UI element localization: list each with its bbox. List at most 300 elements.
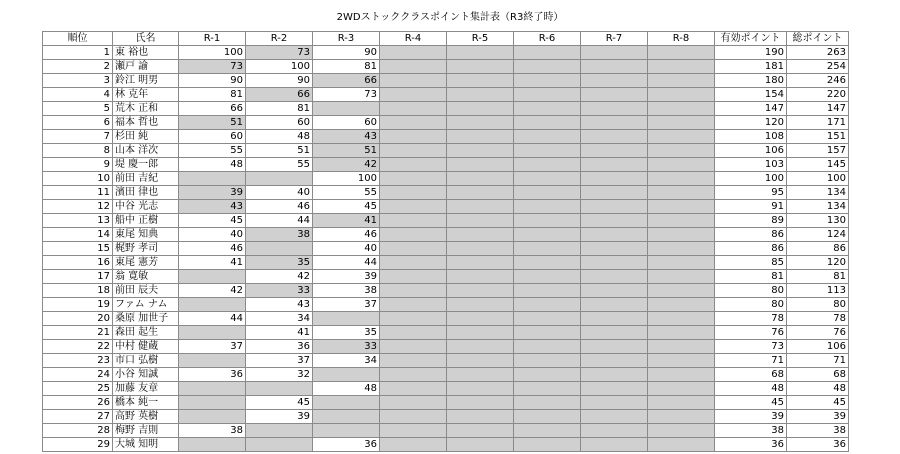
driver-name-cell[interactable]: 堤 慶一郎: [113, 158, 179, 172]
driver-name-cell[interactable]: 橋本 純一: [113, 396, 179, 410]
round-2-cell[interactable]: 35: [246, 256, 313, 270]
driver-name-cell[interactable]: 瀬戸 諭: [113, 60, 179, 74]
header-r5[interactable]: R-5: [447, 32, 514, 46]
round-2-cell[interactable]: 46: [246, 200, 313, 214]
round-7-cell[interactable]: [581, 60, 648, 74]
round-3-cell[interactable]: 55: [313, 186, 380, 200]
total-points-cell[interactable]: 246: [787, 74, 849, 88]
round-5-cell[interactable]: [447, 242, 514, 256]
round-6-cell[interactable]: [514, 340, 581, 354]
round-1-cell[interactable]: [179, 382, 246, 396]
round-5-cell[interactable]: [447, 130, 514, 144]
rank-cell[interactable]: 16: [43, 256, 113, 270]
round-7-cell[interactable]: [581, 228, 648, 242]
rank-cell[interactable]: 27: [43, 410, 113, 424]
total-points-cell[interactable]: 113: [787, 284, 849, 298]
round-1-cell[interactable]: 43: [179, 200, 246, 214]
valid-points-cell[interactable]: 73: [715, 340, 787, 354]
header-r7[interactable]: R-7: [581, 32, 648, 46]
total-points-cell[interactable]: 81: [787, 270, 849, 284]
total-points-cell[interactable]: 106: [787, 340, 849, 354]
round-8-cell[interactable]: [648, 88, 715, 102]
round-8-cell[interactable]: [648, 340, 715, 354]
round-3-cell[interactable]: 41: [313, 214, 380, 228]
round-1-cell[interactable]: 51: [179, 116, 246, 130]
round-3-cell[interactable]: 73: [313, 88, 380, 102]
valid-points-cell[interactable]: 85: [715, 256, 787, 270]
round-6-cell[interactable]: [514, 256, 581, 270]
round-5-cell[interactable]: [447, 354, 514, 368]
round-1-cell[interactable]: 55: [179, 144, 246, 158]
round-4-cell[interactable]: [380, 284, 447, 298]
round-6-cell[interactable]: [514, 382, 581, 396]
round-8-cell[interactable]: [648, 424, 715, 438]
rank-cell[interactable]: 25: [43, 382, 113, 396]
round-3-cell[interactable]: 60: [313, 116, 380, 130]
driver-name-cell[interactable]: 福本 哲也: [113, 116, 179, 130]
round-6-cell[interactable]: [514, 312, 581, 326]
round-7-cell[interactable]: [581, 382, 648, 396]
round-2-cell[interactable]: [246, 382, 313, 396]
rank-cell[interactable]: 4: [43, 88, 113, 102]
round-8-cell[interactable]: [648, 116, 715, 130]
round-6-cell[interactable]: [514, 284, 581, 298]
round-8-cell[interactable]: [648, 368, 715, 382]
round-1-cell[interactable]: [179, 172, 246, 186]
round-3-cell[interactable]: 100: [313, 172, 380, 186]
driver-name-cell[interactable]: 中村 健蔵: [113, 340, 179, 354]
rank-cell[interactable]: 6: [43, 116, 113, 130]
valid-points-cell[interactable]: 154: [715, 88, 787, 102]
header-r1[interactable]: R-1: [179, 32, 246, 46]
round-4-cell[interactable]: [380, 130, 447, 144]
round-5-cell[interactable]: [447, 284, 514, 298]
round-1-cell[interactable]: [179, 396, 246, 410]
round-4-cell[interactable]: [380, 74, 447, 88]
valid-points-cell[interactable]: 71: [715, 354, 787, 368]
total-points-cell[interactable]: 120: [787, 256, 849, 270]
rank-cell[interactable]: 20: [43, 312, 113, 326]
valid-points-cell[interactable]: 120: [715, 116, 787, 130]
round-3-cell[interactable]: 46: [313, 228, 380, 242]
round-1-cell[interactable]: [179, 326, 246, 340]
round-8-cell[interactable]: [648, 74, 715, 88]
round-3-cell[interactable]: 39: [313, 270, 380, 284]
total-points-cell[interactable]: 157: [787, 144, 849, 158]
round-8-cell[interactable]: [648, 228, 715, 242]
total-points-cell[interactable]: 124: [787, 228, 849, 242]
round-4-cell[interactable]: [380, 172, 447, 186]
round-3-cell[interactable]: [313, 410, 380, 424]
round-6-cell[interactable]: [514, 116, 581, 130]
round-6-cell[interactable]: [514, 172, 581, 186]
round-5-cell[interactable]: [447, 368, 514, 382]
round-2-cell[interactable]: 43: [246, 298, 313, 312]
round-7-cell[interactable]: [581, 284, 648, 298]
round-1-cell[interactable]: 48: [179, 158, 246, 172]
round-4-cell[interactable]: [380, 410, 447, 424]
valid-points-cell[interactable]: 100: [715, 172, 787, 186]
round-4-cell[interactable]: [380, 382, 447, 396]
rank-cell[interactable]: 7: [43, 130, 113, 144]
round-1-cell[interactable]: 38: [179, 424, 246, 438]
header-rank[interactable]: 順位: [43, 32, 113, 46]
rank-cell[interactable]: 3: [43, 74, 113, 88]
round-7-cell[interactable]: [581, 326, 648, 340]
round-2-cell[interactable]: 44: [246, 214, 313, 228]
round-6-cell[interactable]: [514, 200, 581, 214]
rank-cell[interactable]: 2: [43, 60, 113, 74]
round-1-cell[interactable]: 40: [179, 228, 246, 242]
driver-name-cell[interactable]: 高野 英樹: [113, 410, 179, 424]
rank-cell[interactable]: 13: [43, 214, 113, 228]
driver-name-cell[interactable]: 翁 寛敏: [113, 270, 179, 284]
driver-name-cell[interactable]: 山本 洋次: [113, 144, 179, 158]
round-6-cell[interactable]: [514, 228, 581, 242]
round-3-cell[interactable]: 34: [313, 354, 380, 368]
round-4-cell[interactable]: [380, 424, 447, 438]
round-3-cell[interactable]: 48: [313, 382, 380, 396]
driver-name-cell[interactable]: 船中 正樹: [113, 214, 179, 228]
round-6-cell[interactable]: [514, 354, 581, 368]
round-8-cell[interactable]: [648, 242, 715, 256]
round-8-cell[interactable]: [648, 298, 715, 312]
round-1-cell[interactable]: 100: [179, 46, 246, 60]
round-8-cell[interactable]: [648, 284, 715, 298]
total-points-cell[interactable]: 134: [787, 186, 849, 200]
round-2-cell[interactable]: 55: [246, 158, 313, 172]
driver-name-cell[interactable]: 中谷 光志: [113, 200, 179, 214]
driver-name-cell[interactable]: 東尾 憲芳: [113, 256, 179, 270]
total-points-cell[interactable]: 38: [787, 424, 849, 438]
round-6-cell[interactable]: [514, 158, 581, 172]
round-1-cell[interactable]: 81: [179, 88, 246, 102]
valid-points-cell[interactable]: 181: [715, 60, 787, 74]
round-1-cell[interactable]: 46: [179, 242, 246, 256]
round-4-cell[interactable]: [380, 256, 447, 270]
round-7-cell[interactable]: [581, 46, 648, 60]
driver-name-cell[interactable]: 桑原 加世子: [113, 312, 179, 326]
valid-points-cell[interactable]: 89: [715, 214, 787, 228]
round-4-cell[interactable]: [380, 200, 447, 214]
total-points-cell[interactable]: 145: [787, 158, 849, 172]
driver-name-cell[interactable]: 前田 吉紀: [113, 172, 179, 186]
round-2-cell[interactable]: 51: [246, 144, 313, 158]
rank-cell[interactable]: 19: [43, 298, 113, 312]
round-7-cell[interactable]: [581, 186, 648, 200]
round-3-cell[interactable]: 66: [313, 74, 380, 88]
round-2-cell[interactable]: 34: [246, 312, 313, 326]
round-5-cell[interactable]: [447, 88, 514, 102]
round-7-cell[interactable]: [581, 312, 648, 326]
round-2-cell[interactable]: 66: [246, 88, 313, 102]
round-1-cell[interactable]: 73: [179, 60, 246, 74]
round-4-cell[interactable]: [380, 354, 447, 368]
driver-name-cell[interactable]: 林 克年: [113, 88, 179, 102]
driver-name-cell[interactable]: 鈴江 明男: [113, 74, 179, 88]
round-8-cell[interactable]: [648, 382, 715, 396]
round-8-cell[interactable]: [648, 410, 715, 424]
round-3-cell[interactable]: 36: [313, 438, 380, 452]
valid-points-cell[interactable]: 86: [715, 242, 787, 256]
round-8-cell[interactable]: [648, 130, 715, 144]
round-8-cell[interactable]: [648, 144, 715, 158]
round-2-cell[interactable]: 48: [246, 130, 313, 144]
round-7-cell[interactable]: [581, 438, 648, 452]
round-5-cell[interactable]: [447, 424, 514, 438]
round-4-cell[interactable]: [380, 214, 447, 228]
round-7-cell[interactable]: [581, 298, 648, 312]
round-2-cell[interactable]: 45: [246, 396, 313, 410]
round-8-cell[interactable]: [648, 312, 715, 326]
driver-name-cell[interactable]: 前田 辰夫: [113, 284, 179, 298]
driver-name-cell[interactable]: 小谷 知誠: [113, 368, 179, 382]
valid-points-cell[interactable]: 147: [715, 102, 787, 116]
driver-name-cell[interactable]: ファム ナム: [113, 298, 179, 312]
round-3-cell[interactable]: 81: [313, 60, 380, 74]
header-total-points[interactable]: 総ポイント: [787, 32, 849, 46]
round-5-cell[interactable]: [447, 298, 514, 312]
round-1-cell[interactable]: [179, 410, 246, 424]
rank-cell[interactable]: 29: [43, 438, 113, 452]
header-valid-points[interactable]: 有効ポイント: [715, 32, 787, 46]
valid-points-cell[interactable]: 45: [715, 396, 787, 410]
round-5-cell[interactable]: [447, 144, 514, 158]
round-7-cell[interactable]: [581, 424, 648, 438]
round-7-cell[interactable]: [581, 144, 648, 158]
round-5-cell[interactable]: [447, 214, 514, 228]
valid-points-cell[interactable]: 108: [715, 130, 787, 144]
round-7-cell[interactable]: [581, 242, 648, 256]
round-3-cell[interactable]: 51: [313, 144, 380, 158]
round-7-cell[interactable]: [581, 214, 648, 228]
valid-points-cell[interactable]: 80: [715, 298, 787, 312]
round-4-cell[interactable]: [380, 228, 447, 242]
round-6-cell[interactable]: [514, 410, 581, 424]
total-points-cell[interactable]: 171: [787, 116, 849, 130]
round-6-cell[interactable]: [514, 424, 581, 438]
header-r8[interactable]: R-8: [648, 32, 715, 46]
round-1-cell[interactable]: [179, 270, 246, 284]
valid-points-cell[interactable]: 48: [715, 382, 787, 396]
round-3-cell[interactable]: [313, 368, 380, 382]
round-2-cell[interactable]: [246, 172, 313, 186]
round-6-cell[interactable]: [514, 130, 581, 144]
round-4-cell[interactable]: [380, 326, 447, 340]
total-points-cell[interactable]: 80: [787, 298, 849, 312]
round-5-cell[interactable]: [447, 270, 514, 284]
round-4-cell[interactable]: [380, 312, 447, 326]
total-points-cell[interactable]: 151: [787, 130, 849, 144]
round-3-cell[interactable]: 33: [313, 340, 380, 354]
round-7-cell[interactable]: [581, 200, 648, 214]
round-2-cell[interactable]: 39: [246, 410, 313, 424]
round-7-cell[interactable]: [581, 354, 648, 368]
round-6-cell[interactable]: [514, 214, 581, 228]
round-5-cell[interactable]: [447, 312, 514, 326]
round-8-cell[interactable]: [648, 46, 715, 60]
round-1-cell[interactable]: 45: [179, 214, 246, 228]
driver-name-cell[interactable]: 杉田 純: [113, 130, 179, 144]
round-6-cell[interactable]: [514, 326, 581, 340]
round-7-cell[interactable]: [581, 340, 648, 354]
round-6-cell[interactable]: [514, 438, 581, 452]
round-1-cell[interactable]: [179, 354, 246, 368]
round-3-cell[interactable]: 37: [313, 298, 380, 312]
rank-cell[interactable]: 28: [43, 424, 113, 438]
round-8-cell[interactable]: [648, 326, 715, 340]
round-8-cell[interactable]: [648, 102, 715, 116]
round-2-cell[interactable]: 36: [246, 340, 313, 354]
driver-name-cell[interactable]: 加藤 友章: [113, 382, 179, 396]
total-points-cell[interactable]: 36: [787, 438, 849, 452]
round-1-cell[interactable]: 42: [179, 284, 246, 298]
round-7-cell[interactable]: [581, 396, 648, 410]
total-points-cell[interactable]: 147: [787, 102, 849, 116]
driver-name-cell[interactable]: 東 裕也: [113, 46, 179, 60]
round-7-cell[interactable]: [581, 172, 648, 186]
round-4-cell[interactable]: [380, 368, 447, 382]
rank-cell[interactable]: 23: [43, 354, 113, 368]
round-7-cell[interactable]: [581, 410, 648, 424]
rank-cell[interactable]: 12: [43, 200, 113, 214]
valid-points-cell[interactable]: 95: [715, 186, 787, 200]
round-5-cell[interactable]: [447, 326, 514, 340]
valid-points-cell[interactable]: 68: [715, 368, 787, 382]
round-6-cell[interactable]: [514, 298, 581, 312]
round-7-cell[interactable]: [581, 88, 648, 102]
total-points-cell[interactable]: 254: [787, 60, 849, 74]
round-5-cell[interactable]: [447, 410, 514, 424]
round-2-cell[interactable]: 81: [246, 102, 313, 116]
round-5-cell[interactable]: [447, 200, 514, 214]
rank-cell[interactable]: 21: [43, 326, 113, 340]
round-8-cell[interactable]: [648, 214, 715, 228]
round-3-cell[interactable]: 38: [313, 284, 380, 298]
valid-points-cell[interactable]: 106: [715, 144, 787, 158]
rank-cell[interactable]: 10: [43, 172, 113, 186]
round-4-cell[interactable]: [380, 144, 447, 158]
round-5-cell[interactable]: [447, 186, 514, 200]
round-1-cell[interactable]: 90: [179, 74, 246, 88]
round-8-cell[interactable]: [648, 396, 715, 410]
round-2-cell[interactable]: 40: [246, 186, 313, 200]
round-5-cell[interactable]: [447, 172, 514, 186]
round-5-cell[interactable]: [447, 102, 514, 116]
driver-name-cell[interactable]: 大城 知明: [113, 438, 179, 452]
round-4-cell[interactable]: [380, 158, 447, 172]
total-points-cell[interactable]: 134: [787, 200, 849, 214]
round-4-cell[interactable]: [380, 60, 447, 74]
round-3-cell[interactable]: 42: [313, 158, 380, 172]
round-8-cell[interactable]: [648, 438, 715, 452]
round-1-cell[interactable]: 36: [179, 368, 246, 382]
driver-name-cell[interactable]: 市口 弘樹: [113, 354, 179, 368]
total-points-cell[interactable]: 45: [787, 396, 849, 410]
total-points-cell[interactable]: 263: [787, 46, 849, 60]
total-points-cell[interactable]: 76: [787, 326, 849, 340]
rank-cell[interactable]: 15: [43, 242, 113, 256]
round-3-cell[interactable]: 43: [313, 130, 380, 144]
valid-points-cell[interactable]: 36: [715, 438, 787, 452]
round-4-cell[interactable]: [380, 102, 447, 116]
round-4-cell[interactable]: [380, 242, 447, 256]
round-5-cell[interactable]: [447, 256, 514, 270]
round-7-cell[interactable]: [581, 368, 648, 382]
driver-name-cell[interactable]: 梶野 孝司: [113, 242, 179, 256]
valid-points-cell[interactable]: 39: [715, 410, 787, 424]
round-7-cell[interactable]: [581, 270, 648, 284]
round-5-cell[interactable]: [447, 396, 514, 410]
total-points-cell[interactable]: 78: [787, 312, 849, 326]
round-2-cell[interactable]: 32: [246, 368, 313, 382]
rank-cell[interactable]: 18: [43, 284, 113, 298]
total-points-cell[interactable]: 86: [787, 242, 849, 256]
round-3-cell[interactable]: [313, 312, 380, 326]
round-3-cell[interactable]: 90: [313, 46, 380, 60]
round-1-cell[interactable]: 41: [179, 256, 246, 270]
round-1-cell[interactable]: 37: [179, 340, 246, 354]
round-1-cell[interactable]: [179, 298, 246, 312]
header-r2[interactable]: R-2: [246, 32, 313, 46]
total-points-cell[interactable]: 71: [787, 354, 849, 368]
round-3-cell[interactable]: [313, 424, 380, 438]
round-5-cell[interactable]: [447, 340, 514, 354]
round-6-cell[interactable]: [514, 270, 581, 284]
round-4-cell[interactable]: [380, 116, 447, 130]
driver-name-cell[interactable]: 梅野 吉則: [113, 424, 179, 438]
round-8-cell[interactable]: [648, 158, 715, 172]
header-name[interactable]: 氏名: [113, 32, 179, 46]
round-2-cell[interactable]: 90: [246, 74, 313, 88]
round-4-cell[interactable]: [380, 88, 447, 102]
valid-points-cell[interactable]: 86: [715, 228, 787, 242]
rank-cell[interactable]: 1: [43, 46, 113, 60]
rank-cell[interactable]: 24: [43, 368, 113, 382]
round-5-cell[interactable]: [447, 74, 514, 88]
valid-points-cell[interactable]: 103: [715, 158, 787, 172]
round-2-cell[interactable]: 42: [246, 270, 313, 284]
driver-name-cell[interactable]: 森田 起生: [113, 326, 179, 340]
round-8-cell[interactable]: [648, 256, 715, 270]
round-1-cell[interactable]: [179, 438, 246, 452]
total-points-cell[interactable]: 220: [787, 88, 849, 102]
round-1-cell[interactable]: 39: [179, 186, 246, 200]
round-6-cell[interactable]: [514, 74, 581, 88]
round-5-cell[interactable]: [447, 382, 514, 396]
round-5-cell[interactable]: [447, 438, 514, 452]
round-3-cell[interactable]: 45: [313, 200, 380, 214]
round-8-cell[interactable]: [648, 270, 715, 284]
round-5-cell[interactable]: [447, 116, 514, 130]
rank-cell[interactable]: 14: [43, 228, 113, 242]
valid-points-cell[interactable]: 180: [715, 74, 787, 88]
round-7-cell[interactable]: [581, 256, 648, 270]
round-2-cell[interactable]: 73: [246, 46, 313, 60]
rank-cell[interactable]: 8: [43, 144, 113, 158]
valid-points-cell[interactable]: 38: [715, 424, 787, 438]
valid-points-cell[interactable]: 190: [715, 46, 787, 60]
round-8-cell[interactable]: [648, 186, 715, 200]
round-6-cell[interactable]: [514, 88, 581, 102]
round-4-cell[interactable]: [380, 438, 447, 452]
header-r3[interactable]: R-3: [313, 32, 380, 46]
round-8-cell[interactable]: [648, 60, 715, 74]
total-points-cell[interactable]: 68: [787, 368, 849, 382]
valid-points-cell[interactable]: 91: [715, 200, 787, 214]
rank-cell[interactable]: 11: [43, 186, 113, 200]
round-8-cell[interactable]: [648, 200, 715, 214]
